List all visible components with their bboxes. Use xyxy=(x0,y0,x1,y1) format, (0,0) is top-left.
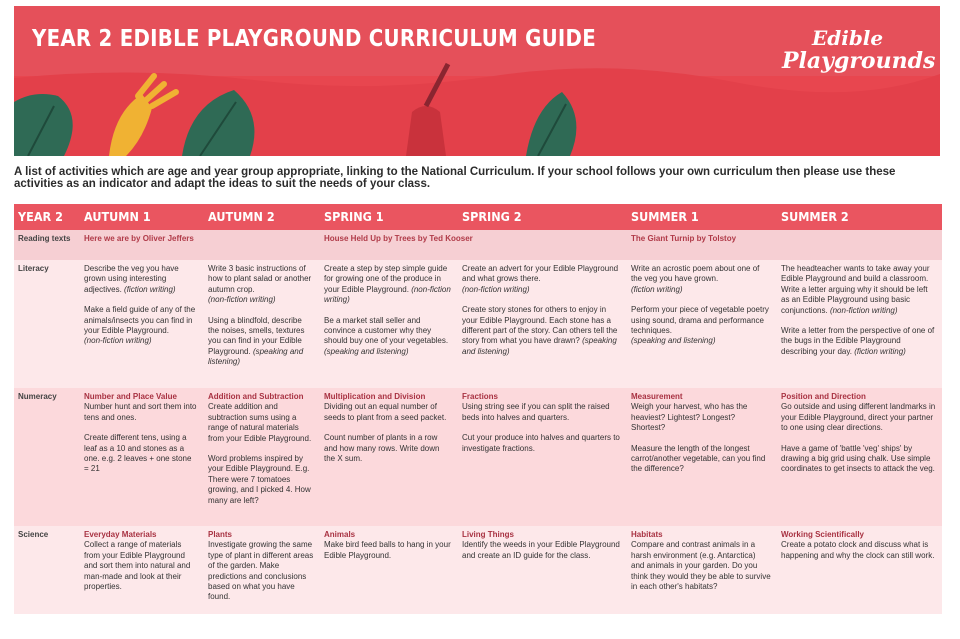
trowel-icon xyxy=(406,106,446,156)
numeracy-summer-2: Position and Direction Go outside and using different landmarks in your Edible Playground, direct your partner to one using clear directions. Have a game of 'battle 'veg' ships' by drawing a big grid using chalk. Use simple coordinates to get insects to attack the veg. xyxy=(777,388,942,526)
intro-text: A list of activities which are age and year group appropriate, linking to the National Curriculum. If your school follows your own curriculum then please use these activities as an indicator and adapt the ideas to suit the needs of your class. xyxy=(14,166,896,190)
logo-text-bottom: Playgrounds xyxy=(782,48,936,74)
row-label-science: Science xyxy=(14,526,80,614)
literacy-autumn-2: Write 3 basic instructions of how to plant salad or another autumn crop. (non-fiction writing) Using a blindfold, describe the noises, smells, textures you can find in your Edible Playground. (speaking and listening) xyxy=(204,260,320,388)
science-autumn-1: Everyday Materials Collect a range of materials from your Edible Playground and sort them into natural and man-made and look at their properties. xyxy=(80,526,204,614)
column-header-spring-2: SPRING 2 xyxy=(458,204,627,230)
column-header-summer-2: SUMMER 2 xyxy=(777,204,942,230)
column-header-year: YEAR 2 xyxy=(14,204,80,230)
reading-text-spring: House Held Up by Trees by Ted Kooser xyxy=(320,230,627,260)
column-header-spring-1: SPRING 1 xyxy=(320,204,458,230)
edible-playgrounds-logo xyxy=(782,26,936,81)
science-spring-1: Animals Make bird feed balls to hang in your Edible Playground. xyxy=(320,526,458,614)
numeracy-autumn-2: Addition and Subtraction Create addition and subtraction sums using a range of natural materials from your Edible Playground. Word problems inspired by your Edible Playground. E.g. There were 7 tomatoes growing, and I picked 4. How many are left? xyxy=(204,388,320,526)
literacy-summer-1: Write an acrostic poem about one of the veg you have grown. (fiction writing) Perform your piece of vegetable poetry using sound, drama and performance techniques. (speaking and listening) xyxy=(627,260,777,388)
numeracy-spring-1: Multiplication and Division Dividing out an equal number of seeds to plant from a seed packet. Count number of plants in a row and how many rows. Write down the X sum. xyxy=(320,388,458,526)
literacy-autumn-1: Describe the veg you have grown using interesting adjectives. (fiction writing) Make a field guide of any of the animals/insects you can find in your Edible Playground. (non-fiction writing) xyxy=(80,260,204,388)
science-summer-1: Habitats Compare and contrast animals in a harsh environment (e.g. Antarctica) and animals in your garden. Do you think they would they be able to survive in each other's habitats? xyxy=(627,526,777,614)
numeracy-summer-1: Measurement Weigh your harvest, who has the heaviest? Lightest? Longest? Shortest? Measure the length of the longest carrot/another vegetable, can you find the difference? xyxy=(627,388,777,526)
header-banner xyxy=(14,6,940,156)
science-autumn-2: Plants Investigate growing the same type of plant in different areas of the garden. Make predictions and conclusions based on what you have found. xyxy=(204,526,320,614)
science-spring-2: Living Things Identify the weeds in your Edible Playground and create an ID guide for the class. xyxy=(458,526,627,614)
reading-text-summer: The Giant Turnip by Tolstoy xyxy=(627,230,942,260)
science-summer-2: Working Scientifically Create a potato clock and discuss what is happening and why the clock can still work. xyxy=(777,526,942,614)
logo-text-top: Edible xyxy=(812,26,884,50)
row-label-reading: Reading texts xyxy=(14,230,80,260)
row-label-literacy: Literacy xyxy=(14,260,80,388)
literacy-spring-2: Create an advert for your Edible Playground and what grows there. (non-fiction writing) Create story stones for others to enjoy in your Edible Playground. Each stone has a different part of the story. Can others tell the story from what you have drawn? (speaking and listening) xyxy=(458,260,627,388)
reading-text-autumn: Here we are by Oliver Jeffers xyxy=(80,230,320,260)
numeracy-spring-2: Fractions Using string see if you can split the raised beds into halves and quarters. Cut your produce into halves and quarters to investigate fractions. xyxy=(458,388,627,526)
literacy-spring-1: Create a step by step simple guide for growing one of the produce in your Edible Playground. (non-fiction writing) Be a market stall seller and convince a customer why they should buy one of your vegetables. (speaking and listening) xyxy=(320,260,458,388)
column-header-autumn-2: AUTUMN 2 xyxy=(204,204,320,230)
literacy-summer-2: The headteacher wants to take away your Edible Playground and build a classroom. Write a letter arguing why it should be left as an Edible Playground using basic conjunctions. (non-fiction writing) Write a letter from the perspective of one of the bugs in the Edible Playground describing your day. (fiction writing) xyxy=(777,260,942,388)
column-header-summer-1: SUMMER 1 xyxy=(627,204,777,230)
column-header-autumn-1: AUTUMN 1 xyxy=(80,204,204,230)
numeracy-autumn-1: Number and Place Value Number hunt and sort them into tens and ones. Create different tens, using a leaf as a 10 and stones as a one. e.g. 2 leaves + one stone = 21 xyxy=(80,388,204,526)
row-label-numeracy: Numeracy xyxy=(14,388,80,526)
curriculum-table xyxy=(14,204,942,614)
page-title: YEAR 2 EDIBLE PLAYGROUND CURRICULUM GUIDE xyxy=(32,26,596,52)
